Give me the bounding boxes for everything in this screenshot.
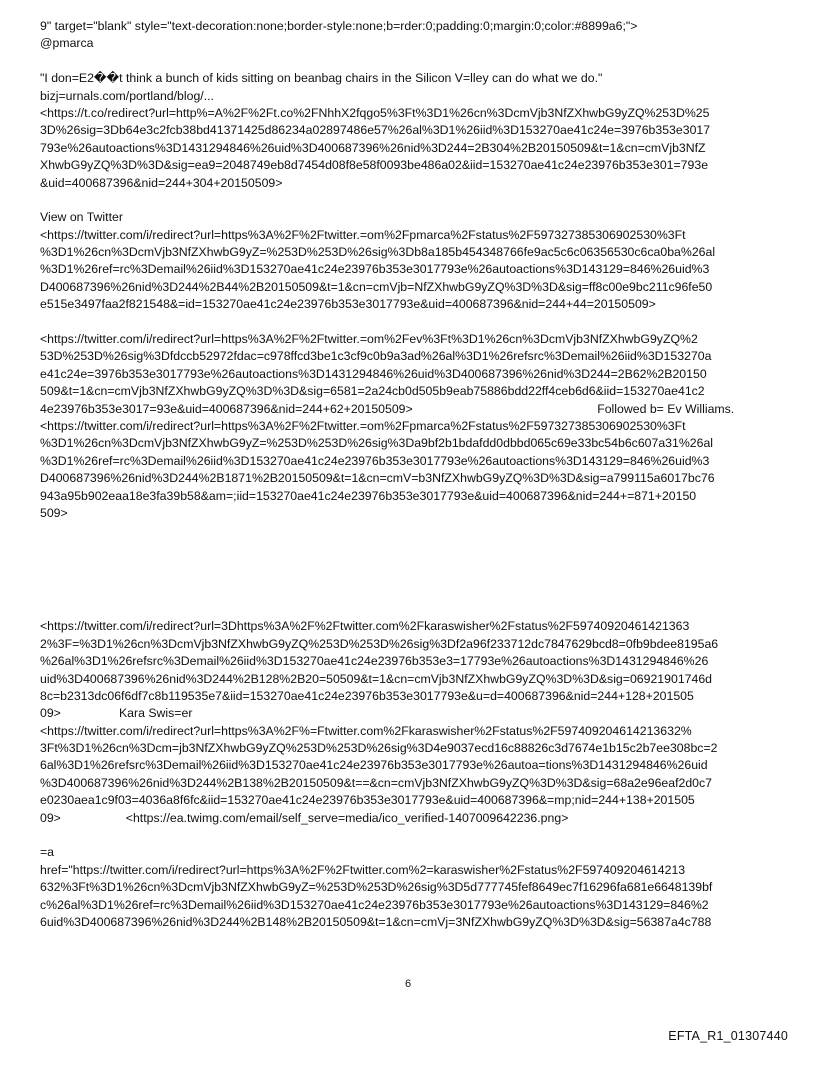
text-line: %26al%3D1%26refsrc%3Demail%26iid%3D153270ae41c24e23976b353e3=17793e%26autoactions%3D1431294846%26 [40, 654, 709, 669]
text-line: View on Twitter [40, 210, 123, 225]
text-line: e515e3497faa2f821548&=id=153270ae41c24e23976b353e3017793e&uid=400687396&nid=244+44=20150509> [40, 297, 656, 312]
text-line: 09> <https://ea.twimg.com/email/self_serve=media/ico_verified-1407009642236.png> [40, 810, 569, 825]
text-line: href="https://twitter.com/i/redirect?url=https%3A%2F%2Ftwitter.com%2=karaswisher%2Fstatus%2F597409204614213 [40, 862, 686, 877]
text-line: 3Ft%3D1%26cn%3Dcm=jb3NfZXhwbG9yZQ%253D%253D%26sig%3D4e9037ecd16c88826c3d7674e1b15c2b7ee308bc=2 [40, 741, 718, 756]
text-line: <https://twitter.com/i/redirect?url=https%3A%2F%=Ftwitter.com%2Fkaraswisher%2Fstatus%2F597409204614213632% [40, 723, 692, 738]
text-block-5 [40, 618, 776, 827]
text-line: 4e23976b353e3017=93e&uid=400687396&nid=244+62+20150509> Followed b= Ev Williams. [40, 401, 735, 416]
text-line: "I don=E2��t think a bunch of kids sitting on beanbag chairs in the Silicon V=lley can do what we do." [40, 71, 603, 86]
text-line: %3D1%26ref=rc%3Demail%26iid%3D153270ae41c24e23976b353e3017793e%26autoactions%3D143129=846%26uid%3 [40, 262, 710, 277]
text-line: 6uid%3D400687396%26nid%3D244%2B148%2B20150509&t=1&cn=cmVj=3NfZXhwbG9yZQ%3D%3D&sig=56387a4c788 [40, 914, 712, 929]
text-line: 509> [40, 505, 68, 520]
spacer [40, 314, 776, 331]
document-page [40, 18, 776, 931]
text-line: %3D1%26cn%3DcmVjb3NfZXhwbG9yZ=%253D%253D%26sig%3Db8a185b454348766fe9ac5c6c06356530c6ca0ba%26al [40, 245, 716, 260]
text-line: @pmarca [40, 36, 94, 51]
text-line: <https://twitter.com/i/redirect?url=https%3A%2F%2Ftwitter.=om%2Fpmarca%2Fstatus%2F597327385306902530%3Ft [40, 418, 686, 433]
spacer [40, 827, 776, 844]
text-line: <https://twitter.com/i/redirect?url=https%3A%2F%2Ftwitter.=om%2Fev%3Ft%3D1%26cn%3DcmVjb3NfZXhwbG9yZQ%2 [40, 332, 698, 347]
text-line: e41c24e=3976b353e3017793e%26autoactions%3D1431294846%26uid%3D400687396%26nid%3D244=2B62%2B20150 [40, 366, 707, 381]
text-block-6 [40, 844, 776, 931]
text-line: %3D1%26cn%3DcmVjb3NfZXhwbG9yZ=%253D%253D%26sig%3Da9bf2b1bdafdd0dbbd065c69e33bc54b6c607a31%26al [40, 436, 714, 451]
text-line: <https://t.co/redirect?url=http%=A%2F%2Ft.co%2FNhhX2fqgo5%3Ft%3D1%26cn%3DcmVjb3NfZXhwbG9yZQ%253D%25 [40, 105, 710, 120]
bates-number: EFTA_R1_01307440 [668, 1029, 788, 1043]
text-line: 09> Kara Swis=er [40, 706, 193, 721]
text-line: bizj=urnals.com/portland/blog/... [40, 88, 214, 103]
text-block-3 [40, 209, 776, 313]
text-line: 509&t=1&cn=cmVjb3NfZXhwbG9yZQ%3D%3D&sig=6581=2a24cb0d505b9eab75886bdd22ff4ceb6d6&iid=153270ae41c2 [40, 384, 705, 399]
spacer [40, 522, 776, 618]
text-line: e0230aea1c9f03=4036a8f6fc&iid=153270ae41c24e23976b353e3017793e&uid=400687396&=mp;nid=244+138+201505 [40, 793, 695, 808]
text-line: <https://twitter.com/i/redirect?url=https%3A%2F%2Ftwitter.=om%2Fpmarca%2Fstatus%2F597327385306902530%3Ft [40, 227, 686, 242]
text-line: =a [40, 845, 55, 860]
text-block-1 [40, 18, 776, 53]
text-line: uid%3D400687396%26nid%3D244%2B128%2B20=50509&t=1&cn=cmVjb3NfZXhwbG9yZQ%3D%3D&sig=06921901746d [40, 671, 713, 686]
text-line: c%26al%3D1%26ref=rc%3Demail%26iid%3D153270ae41c24e23976b353e3017793e%26autoactions%3D143129=846%2 [40, 897, 709, 912]
spacer [40, 53, 776, 70]
spacer [40, 192, 776, 209]
text-line: D400687396%26nid%3D244%2B44%2B20150509&t=1&cn=cmVjb=NfZXhwbG9yZQ%3D%3D&sig=ff8c00e9bc211c96fe50 [40, 279, 713, 294]
text-line: 53D%253D%26sig%3Dfdccb52972fdac=c978ffcd3be1c3cf9c0b9a3ad%26al%3D1%26refsrc%3Demail%26iid%3D153270a [40, 349, 712, 364]
text-line: D400687396%26nid%3D244%2B1871%2B20150509&t=1&cn=cmV=b3NfZXhwbG9yZQ%3D%3D&sig=a799115a6017bc76 [40, 471, 715, 486]
text-line: 943a95b902eaa18e3fa39b58&am=;iid=153270ae41c24e23976b353e3017793e&uid=400687396&nid=244+=871+20150 [40, 488, 697, 503]
text-line: 632%3Ft%3D1%26cn%3DcmVjb3NfZXhwbG9yZ=%253D%253D%26sig%3D5d777745fef8649ec7f16296fa681e6648139bf [40, 880, 713, 895]
text-line: %3D400687396%26nid%3D244%2B138%2B20150509&t==&cn=cmVjb3NfZXhwbG9yZQ%3D%3D&sig=68a2e96eaf2d0c7 [40, 775, 713, 790]
text-line: <https://twitter.com/i/redirect?url=3Dhttps%3A%2F%2Ftwitter.com%2Fkaraswisher%2Fstatus%2F59740920461421363 [40, 619, 690, 634]
text-block-4 [40, 331, 776, 522]
text-line: 8c=b2313dc06f6df7c8b119535e7&iid=153270ae41c24e23976b353e3017793e&u=d=400687396&nid=244+128+201505 [40, 688, 694, 703]
text-line: %3D1%26ref=rc%3Demail%26iid%3D153270ae41c24e23976b353e3017793e%26autoactions%3D143129=846%26uid%3 [40, 453, 710, 468]
text-line: XhwbG9yZQ%3D%3D&sig=ea9=2048749eb8d7454d08f8e58f0093be486a02&iid=153270ae41c24e23976b353e301=793e [40, 158, 709, 173]
text-block-2 [40, 70, 776, 192]
text-line: 793e%26autoactions%3D1431294846%26uid%3D400687396%26nid%3D244=2B304%2B20150509&t=1&cn=cmVjb3NfZ [40, 140, 706, 155]
text-line: 2%3F=%3D1%26cn%3DcmVjb3NfZXhwbG9yZQ%253D%253D%26sig%3Df2a96f233712dc7847629bcd8=0fb9bdee8195a6 [40, 636, 719, 651]
text-line: 3D%26sig=3Db64e3c2fcb38bd41371425d86234a02897486e57%26al%3D1%26iid%3D153270ae41c24e=3976b353e3017 [40, 123, 711, 138]
text-line: 6al%3D1%26refsrc%3Demail%26iid%3D153270ae41c24e23976b353e3017793e%26autoa=tions%3D1431294846%26uid [40, 758, 708, 773]
text-line: 9" target="blank" style="text-decoration:none;border-style:none;b=rder:0;padding:0;margin:0;color:#8899a6;"> [40, 19, 638, 33]
page-number: 6 [404, 978, 412, 990]
text-line: &uid=400687396&nid=244+304+20150509> [40, 175, 283, 190]
